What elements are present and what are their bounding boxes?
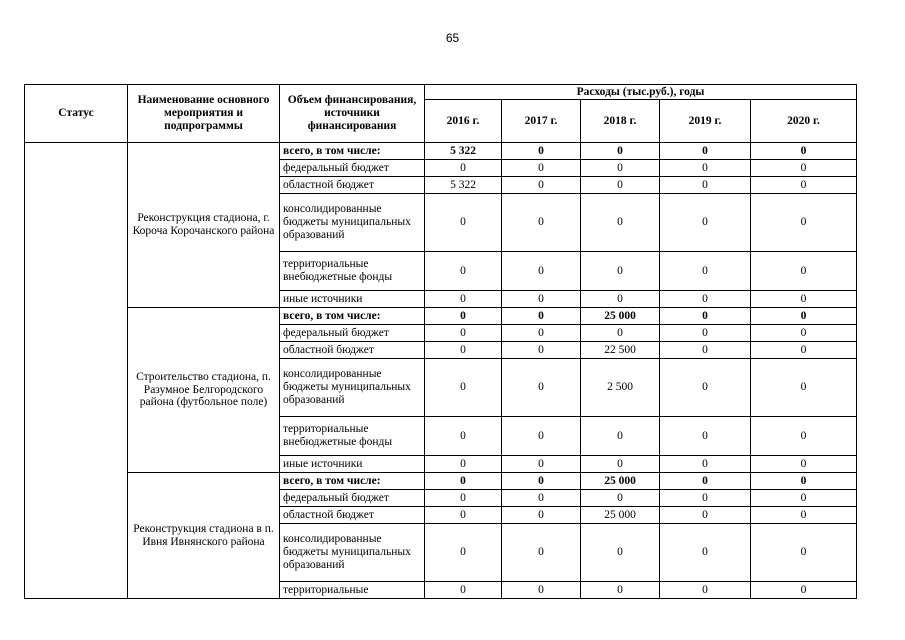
amount-cell: 0 [751, 473, 857, 490]
header-expenses: Расходы (тыс.руб.), годы [425, 85, 857, 100]
amount-cell: 0 [502, 359, 581, 417]
amount-cell: 0 [751, 490, 857, 507]
header-volume: Объем финансирования, источники финансирования [280, 85, 425, 143]
amount-cell: 0 [751, 160, 857, 177]
amount-cell: 0 [660, 194, 751, 252]
amount-cell: 0 [660, 252, 751, 291]
amount-cell: 0 [425, 342, 502, 359]
amount-cell: 0 [425, 507, 502, 524]
table-row [25, 308, 857, 325]
amount-cell: 0 [660, 160, 751, 177]
amount-cell: 0 [425, 456, 502, 473]
funding-source-label: иные источники [280, 456, 425, 473]
amount-cell: 0 [425, 291, 502, 308]
funding-source-label: федеральный бюджет [280, 325, 425, 342]
funding-source-label: федеральный бюджет [280, 160, 425, 177]
amount-cell: 0 [502, 507, 581, 524]
amount-cell: 0 [581, 524, 660, 582]
amount-cell: 0 [502, 252, 581, 291]
amount-cell: 0 [660, 291, 751, 308]
amount-cell: 0 [751, 194, 857, 252]
funding-source-label: областной бюджет [280, 507, 425, 524]
amount-cell: 0 [425, 524, 502, 582]
amount-cell: 0 [660, 308, 751, 325]
table-row [25, 473, 857, 490]
budget-table [24, 84, 857, 599]
amount-cell: 0 [660, 490, 751, 507]
amount-cell: 0 [425, 308, 502, 325]
amount-cell: 0 [425, 194, 502, 252]
amount-cell: 0 [581, 177, 660, 194]
page-number: 65 [445, 31, 460, 45]
amount-cell: 2 500 [581, 359, 660, 417]
status-cell [25, 143, 128, 599]
amount-cell: 0 [502, 325, 581, 342]
amount-cell: 0 [581, 252, 660, 291]
header-year: 2019 г. [660, 100, 751, 143]
amount-cell: 0 [751, 456, 857, 473]
amount-cell: 0 [660, 582, 751, 599]
amount-cell: 0 [502, 143, 581, 160]
funding-source-label: областной бюджет [280, 342, 425, 359]
amount-cell: 0 [751, 507, 857, 524]
amount-cell: 0 [425, 160, 502, 177]
amount-cell: 25 000 [581, 308, 660, 325]
table-body [25, 143, 857, 599]
header-year: 2020 г. [751, 100, 857, 143]
header-event-name: Наименование основного мероприятия и подпрограммы [128, 85, 280, 143]
event-name-cell: Реконструкция стадиона в п. Ивня Ивнянского района [128, 473, 280, 599]
amount-cell: 22 500 [581, 342, 660, 359]
amount-cell: 0 [751, 325, 857, 342]
amount-cell: 0 [581, 194, 660, 252]
funding-source-label: консолидированные бюджеты муниципальных образований [280, 524, 425, 582]
amount-cell: 0 [425, 417, 502, 456]
amount-cell: 0 [660, 473, 751, 490]
amount-cell: 0 [425, 490, 502, 507]
amount-cell: 0 [425, 473, 502, 490]
funding-source-label: иные источники [280, 291, 425, 308]
amount-cell: 0 [502, 473, 581, 490]
funding-source-label: консолидированные бюджеты муниципальных образований [280, 194, 425, 252]
amount-cell: 0 [660, 417, 751, 456]
amount-cell: 0 [751, 524, 857, 582]
header-year: 2018 г. [581, 100, 660, 143]
amount-cell: 0 [660, 359, 751, 417]
amount-cell: 0 [751, 143, 857, 160]
amount-cell: 0 [502, 417, 581, 456]
amount-cell: 0 [581, 490, 660, 507]
amount-cell: 0 [660, 342, 751, 359]
amount-cell: 0 [425, 582, 502, 599]
amount-cell: 0 [502, 524, 581, 582]
amount-cell: 0 [425, 252, 502, 291]
amount-cell: 0 [581, 582, 660, 599]
funding-source-label: консолидированные бюджеты муниципальных образований [280, 359, 425, 417]
amount-cell: 5 322 [425, 143, 502, 160]
event-name-cell: Реконструкция стадиона, г. Короча Корочанского района [128, 143, 280, 308]
header-status: Статус [25, 85, 128, 143]
amount-cell: 0 [502, 490, 581, 507]
amount-cell: 0 [581, 143, 660, 160]
amount-cell: 0 [660, 507, 751, 524]
amount-cell: 0 [502, 308, 581, 325]
table-row [25, 143, 857, 160]
amount-cell: 0 [751, 177, 857, 194]
amount-cell: 0 [581, 160, 660, 177]
funding-source-label: территориальные внебюджетные фонды [280, 252, 425, 291]
amount-cell: 0 [660, 456, 751, 473]
amount-cell: 0 [425, 359, 502, 417]
amount-cell: 0 [751, 582, 857, 599]
amount-cell: 0 [660, 325, 751, 342]
amount-cell: 0 [751, 308, 857, 325]
amount-cell: 0 [502, 582, 581, 599]
amount-cell: 0 [660, 524, 751, 582]
amount-cell: 25 000 [581, 473, 660, 490]
amount-cell: 0 [660, 143, 751, 160]
amount-cell: 0 [502, 342, 581, 359]
funding-source-label: всего, в том числе: [280, 143, 425, 160]
funding-source-label: федеральный бюджет [280, 490, 425, 507]
amount-cell: 0 [751, 417, 857, 456]
amount-cell: 0 [660, 177, 751, 194]
amount-cell: 0 [751, 342, 857, 359]
amount-cell: 0 [581, 291, 660, 308]
funding-source-label: областной бюджет [280, 177, 425, 194]
funding-source-label: территориальные [280, 582, 425, 599]
header-year: 2017 г. [502, 100, 581, 143]
amount-cell: 0 [581, 417, 660, 456]
funding-source-label: всего, в том числе: [280, 473, 425, 490]
amount-cell: 0 [502, 160, 581, 177]
funding-source-label: территориальные внебюджетные фонды [280, 417, 425, 456]
amount-cell: 0 [581, 456, 660, 473]
header-year: 2016 г. [425, 100, 502, 143]
amount-cell: 0 [502, 194, 581, 252]
funding-source-label: всего, в том числе: [280, 308, 425, 325]
amount-cell: 0 [425, 325, 502, 342]
amount-cell: 0 [581, 325, 660, 342]
amount-cell: 0 [502, 291, 581, 308]
amount-cell: 25 000 [581, 507, 660, 524]
amount-cell: 0 [751, 291, 857, 308]
amount-cell: 0 [502, 177, 581, 194]
event-name-cell: Строительство стадиона, п. Разумное Белгородского района (футбольное поле) [128, 308, 280, 473]
amount-cell: 0 [502, 456, 581, 473]
amount-cell: 5 322 [425, 177, 502, 194]
amount-cell: 0 [751, 252, 857, 291]
amount-cell: 0 [751, 359, 857, 417]
